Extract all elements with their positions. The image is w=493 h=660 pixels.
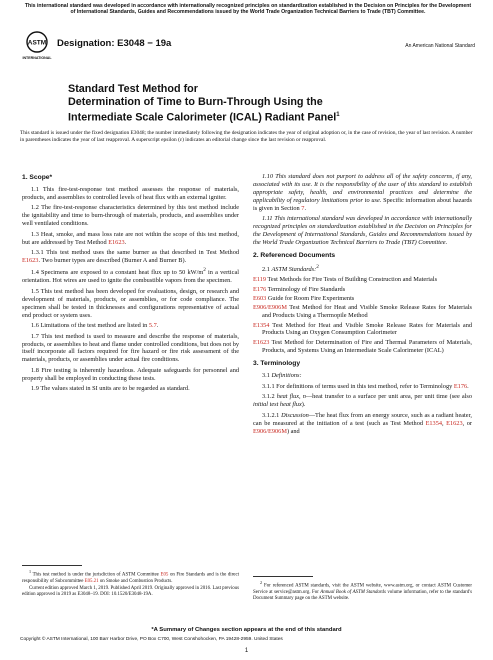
link-e05-21[interactable]: E05.21 <box>84 578 99 584</box>
footnote-2: $^2$ For referenced ASTM standards, visit the ASTM website, www.astm.org, or contact ASTM Customer Service at service@astm.org. For Annual Book of ASTM Standards volume information, refer to the standard's Document Summary page on the ASTM website. <box>253 580 472 601</box>
ref-item: E1623 Test Method for Determination of Fire and Thermal Parameters of Materials, Products, and Systems Using an Intermediate Scale Calorimeter (ICAL) <box>253 338 472 354</box>
logo-text: ASTM <box>27 39 47 47</box>
para-1-10: 1.10 This standard does not purport to address all of the safety concerns, if any, associated with its use. It is the responsibility of the user of this standard to establish appropriate safety, health, and environmental practices and determine the applicability of regulatory limitations prior to use. Specific information about hazards is given in Section 7. <box>253 173 472 212</box>
summary-of-changes-note: *A Summary of Changes section appears at the end of this standard <box>151 627 342 633</box>
right-column <box>253 173 472 438</box>
ref-code-link[interactable]: E1354 <box>253 321 270 329</box>
section-heading-scope: 1. Scope* <box>22 174 53 181</box>
para-2-1: 2.1 ASTM Standards:$^2$ <box>262 263 319 273</box>
footnote-rule <box>22 565 82 566</box>
ref-item: E176 Terminology of Fire Standards <box>253 285 346 293</box>
ref-item: E603 Guide for Room Fire Experiments <box>253 295 355 303</box>
link-section-7[interactable]: 7 <box>301 204 305 212</box>
link-section-5-7[interactable]: 5.7 <box>148 322 157 330</box>
para-1-2: 1.2 The fire-test-response characteristics determined by this test method include the ignitability and time to burn-through of materials, products, and assemblies under well ventilated conditions. <box>22 204 239 228</box>
para-3-1: 3.1 Definitions: <box>262 372 302 380</box>
para-1-7: 1.7 This test method is used to measure and describe the response of materials, products, or assemblies to heat and flame under controlled conditions, but does not by itself incorporate all factors required for fire hazard or fire risk assessment of the materials, products, or assemblies under actual fire conditions. <box>22 332 239 364</box>
logo-subtext: INTERNATIONAL <box>22 56 52 60</box>
title-footnote-mark: 1 <box>336 112 340 118</box>
section-heading-referenced-documents: 2. Referenced Documents <box>253 251 336 259</box>
issuance-note: This standard is issued under the fixed designation E3048; the number immediately following the designation indicates the year of original adoption or, in the case of revision, the year of last revision. A number in parentheses indicates the year of last reapproval. A superscript epsilon (ε) indicates an editorial change since the last revision or reapproval. <box>20 130 473 143</box>
footnote-1: $^1$ This test method is under the jurisdiction of ASTM Committee E05 on Fire Standards and is the direct responsibility of Subcommittee E05.21 on Smoke and Combustion Products. Current edition approved March 1, 2019. Published April 2019. Originally approved in 2016. Last previous edition approved in 2019 as E3048–19. DOI: 10.1520/E3048-19A. <box>22 569 239 597</box>
para-1-6: 1.6 Limitations of the test method are listed in 5.7. <box>31 322 159 330</box>
link-e1623[interactable]: E1623 <box>108 238 125 246</box>
title-line-1: Standard Test Method for <box>68 83 198 95</box>
para-1-3-1: 1.3.1 This test method uses the same burner as that described in Test Method E1623. Two burner types are described (Burner A and Burner B). <box>22 249 239 264</box>
para-1-5: 1.5 This test method has been developed for evaluations, design, or research and development of materials, products, or assemblies, or for code compliance. The specimen shall be tested in thicknesses and configurations representative of actual end product or system uses. <box>22 287 239 319</box>
ref-item: E119 Test Methods for Fire Tests of Building Construction and Materials <box>253 276 438 284</box>
footnote-1-edition: Current edition approved March 1, 2019. Published April 2019. Originally approved in 2016. Last previous edition approved in 2019 as E3048–19. DOI: 10.1520/E3048-19A. <box>22 585 239 597</box>
tbt-notice: This international standard was developed in accordance with internationally recognized principles on standardization established in the Decision on Principles for the Development of International Standards, Guides and Recommendations issued by the World Trade Organization Technical Barriers to Trade (TBT) Committee. <box>24 3 472 16</box>
para-3-1-1: 3.1.1 For definitions of terms used in this test method, refer to Terminology E176. <box>262 382 469 390</box>
link-e1354[interactable]: E1354 <box>425 419 443 427</box>
publisher-note: An American National Standard <box>405 43 475 49</box>
ref-code-link[interactable]: E119 <box>253 276 267 284</box>
link-e1623[interactable]: E1623 <box>446 419 463 427</box>
footnote-rule <box>253 576 313 577</box>
title-line-2: Determination of Time to Burn-Through Using the <box>68 96 323 108</box>
para-1-1: 1.1 This fire-test-response test method assesses the response of materials, products, and assemblies to controlled levels of heat flux with an external igniter. <box>22 185 239 201</box>
link-e05[interactable]: E05 <box>160 572 169 578</box>
ref-code-link[interactable]: E906/E906M <box>253 304 287 312</box>
para-3-1-2: 3.1.2 heat flux, n—heat transfer to a surface per unit area, per unit time (see also initial test heat flux). <box>253 393 472 409</box>
para-1-3: 1.3 Heat, smoke, and mass loss rate are not within the scope of this test method, but are addressed by Test Method E1623. <box>22 230 239 246</box>
copyright-line: Copyright © ASTM International, 100 Barr Harbor Drive, PO Box C700, West Conshohocken, PA 19428-2959. United States <box>20 637 283 642</box>
section-heading-terminology: 3. Terminology <box>253 360 301 368</box>
designation: Designation: E3048 − 19a <box>57 38 172 49</box>
ref-item: E1354 Test Method for Heat and Visible Smoke Release Rates for Materials and Products Using an Oxygen Consumption Calorimeter <box>253 321 472 337</box>
para-1-8: 1.8 Fire testing is inherently hazardous. Adequate safeguards for personnel and property shall be employed in conducting these tests. <box>22 366 239 382</box>
page-number: 1 <box>244 648 249 654</box>
title-line-3: Intermediate Scale Calorimeter (ICAL) Radiant Panel$^1$ <box>68 111 340 124</box>
para-3-1-2-1: 3.1.2.1 Discussion—The heat flux from an energy source, such as a radiant heater, can be measured at the initiation of a test (such as Test Method E1354, E1623, or E906/E906M) and <box>253 411 473 435</box>
ref-code-link[interactable]: E1623 <box>253 338 270 346</box>
left-column <box>22 173 239 396</box>
para-1-11: 1.11 This international standard was developed in accordance with internationally recognized principles on standardization established in the Decision on Principles for the Development of International Standards, Guides and Recommendations issued by the World Trade Organization Technical Barriers to Trade (TBT) Committee. <box>253 215 472 246</box>
link-e176[interactable]: E176 <box>453 382 468 390</box>
ref-code-link[interactable]: E176 <box>253 285 267 293</box>
ref-code-link[interactable]: E603 <box>253 295 267 303</box>
ref-item: E906/E906M Test Method for Heat and Visible Smoke Release Rates for Materials and Products Using a Thermopile Method <box>253 304 472 320</box>
document-title <box>68 83 398 125</box>
link-e906[interactable]: E906/E906M <box>253 427 287 435</box>
astm-logo <box>24 31 50 61</box>
link-e1623[interactable]: E1623 <box>22 256 39 264</box>
para-1-4: 1.4 Specimens are exposed to a constant heat flux up to 50 $kW/m^2$ in a vertical orientation. Hot wires are used to ignite the combustible vapors from the specimen. <box>22 267 240 285</box>
para-1-9: 1.9 The values stated in SI units are to be regarded as standard. <box>31 385 190 393</box>
